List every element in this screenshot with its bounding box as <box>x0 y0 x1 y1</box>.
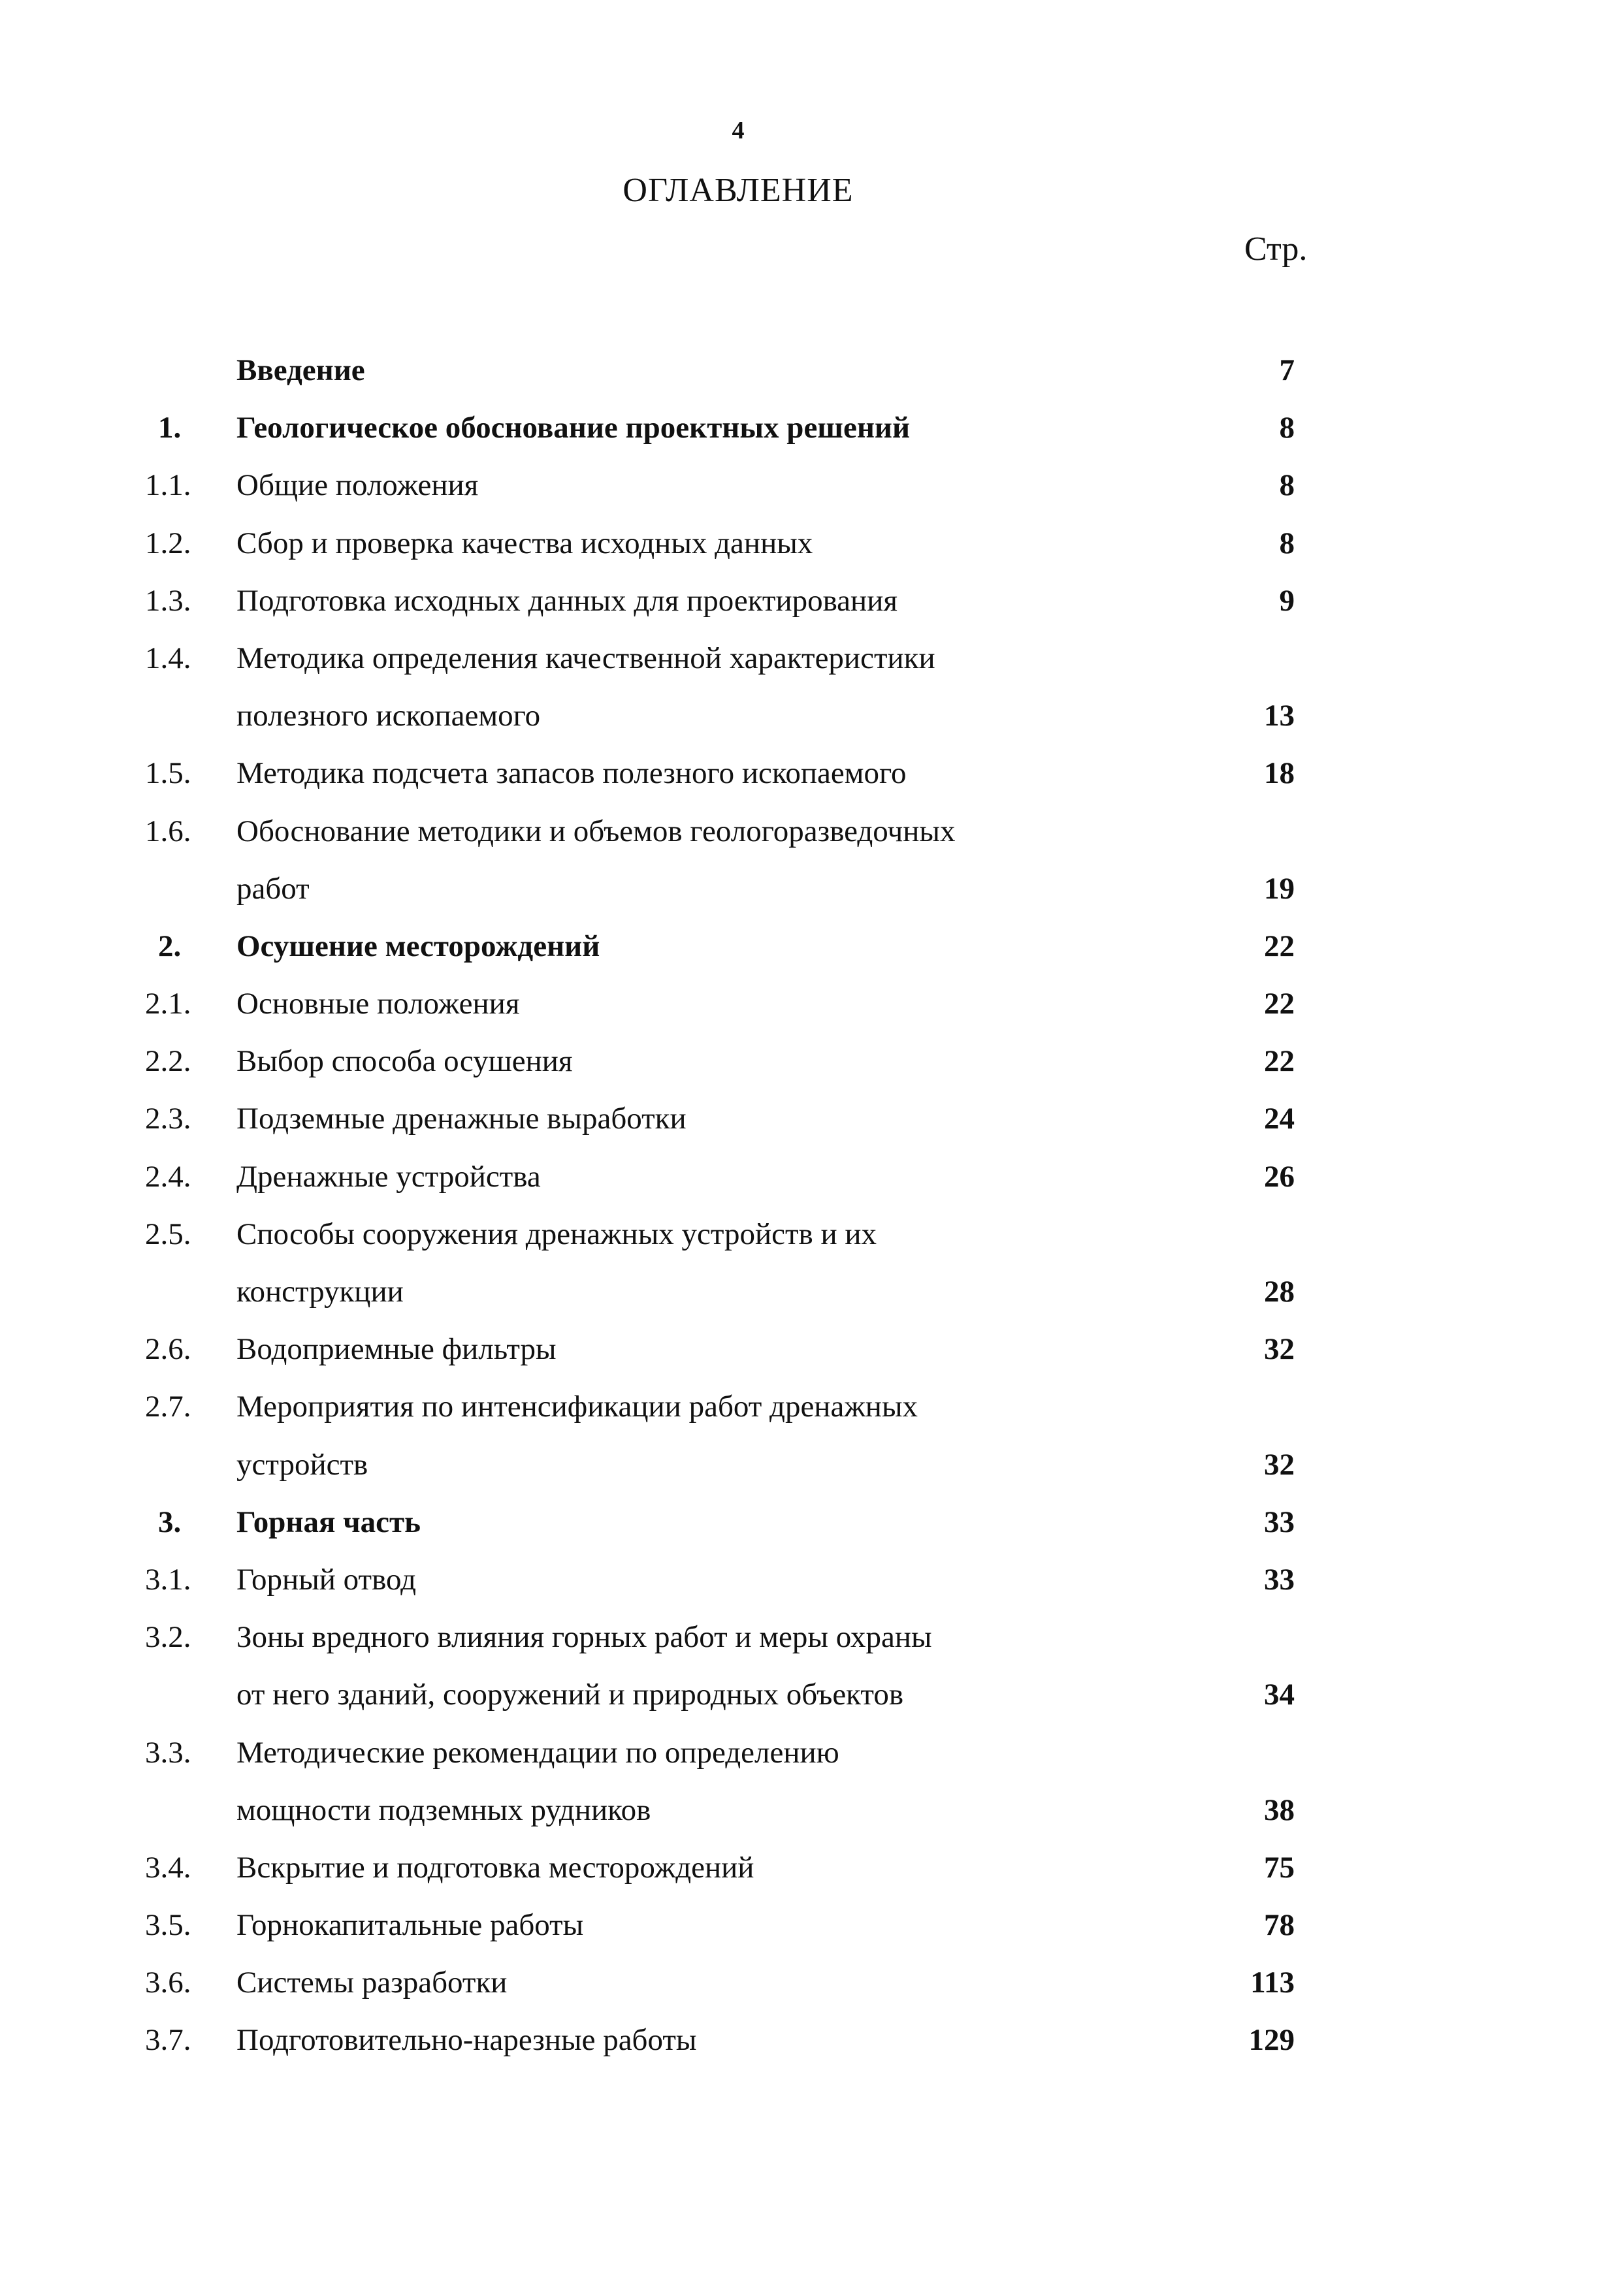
toc-entry-number: 2.7. <box>145 1390 191 1424</box>
toc-entry-title: Подземные дренажные выработки <box>236 1102 687 1136</box>
toc-entry-page: 38 <box>1264 1793 1295 1827</box>
toc-entry <box>0 1729 1601 1786</box>
toc-entry-number: 3.4. <box>145 1850 191 1885</box>
toc-entry <box>0 1670 1601 1728</box>
toc-entry <box>0 865 1601 922</box>
toc-entry-number: 2.1. <box>145 987 191 1021</box>
toc-entry <box>0 922 1601 980</box>
toc-entry-number: 2.5. <box>145 1217 191 1251</box>
toc-entry-title: Водоприемные фильтры <box>236 1332 557 1367</box>
toc-entry-title: работ <box>236 871 310 906</box>
toc-entry-page: 24 <box>1264 1102 1295 1136</box>
toc-entry-title: Введение <box>236 353 365 387</box>
toc-entry <box>0 1210 1601 1268</box>
toc-entry-title: Горный отвод <box>236 1562 417 1597</box>
toc-entry <box>0 346 1601 404</box>
toc-entry <box>0 577 1601 634</box>
toc-entry-number: 3.6. <box>145 1966 191 2000</box>
toc-entry-title: Подготовка исходных данных для проектирования <box>236 583 898 618</box>
toc-entry-page: 19 <box>1264 871 1295 906</box>
toc-title: ОГЛАВЛЕНИЕ <box>623 172 854 209</box>
toc-entry-title: устройств <box>236 1447 368 1482</box>
toc-entry-number: 1.1. <box>145 468 191 503</box>
toc-entry-page: 32 <box>1264 1332 1295 1367</box>
toc-entry <box>0 1498 1601 1555</box>
toc-entry-title: от него зданий, сооружений и природных объектов <box>236 1678 904 1712</box>
toc-entry-page: 8 <box>1279 468 1295 503</box>
toc-entry <box>0 404 1601 461</box>
toc-entry <box>0 461 1601 518</box>
toc-entry-number: 1.6. <box>145 814 191 848</box>
toc-entry-page: 129 <box>1248 2023 1295 2058</box>
toc-entry-title: Методика определения качественной характеристики <box>236 641 935 675</box>
toc-entry-page: 22 <box>1264 1044 1295 1079</box>
toc-entry <box>0 1037 1601 1094</box>
toc-entry-title: Зоны вредного влияния горных работ и меры охраны <box>236 1620 932 1655</box>
toc-entry <box>0 1441 1601 1498</box>
toc-entry-title: Сбор и проверка качества исходных данных <box>236 526 813 560</box>
toc-entry-page: 7 <box>1279 353 1295 387</box>
toc-entry-title: Горная часть <box>236 1505 421 1539</box>
toc-entry <box>0 519 1601 577</box>
toc-entry-title: Выбор способа осушения <box>236 1044 573 1079</box>
toc-entry-number: 2.3. <box>145 1102 191 1136</box>
toc-entry-number: 3.7. <box>145 2023 191 2058</box>
toc-entry-number: 3.1. <box>145 1562 191 1597</box>
toc-entry-page: 75 <box>1264 1850 1295 1885</box>
toc-entry-page: 33 <box>1264 1562 1295 1597</box>
toc-entry-page: 13 <box>1264 699 1295 733</box>
toc-entry-title: Основные положения <box>236 987 520 1021</box>
toc-entry-number: 1.4. <box>145 641 191 675</box>
page-number: 4 <box>732 117 745 144</box>
toc-entry <box>0 1382 1601 1440</box>
toc-entry-page: 78 <box>1264 1908 1295 1943</box>
toc-entry-title: мощности подземных рудников <box>236 1793 651 1827</box>
toc-entry-page: 8 <box>1279 526 1295 560</box>
toc-entry <box>0 807 1601 865</box>
toc-entry <box>0 1613 1601 1670</box>
toc-entry <box>0 1153 1601 1210</box>
toc-entry <box>0 980 1601 1037</box>
toc-entry-page: 22 <box>1264 987 1295 1021</box>
toc-entry-number: 3. <box>158 1505 182 1539</box>
toc-entry-number: 1.2. <box>145 526 191 560</box>
toc-entry <box>0 634 1601 692</box>
toc-entry <box>0 1325 1601 1382</box>
toc-entry-number: 1. <box>158 411 182 445</box>
toc-entry-number: 3.3. <box>145 1735 191 1770</box>
toc-entry-title: Методические рекомендации по определению <box>236 1735 839 1770</box>
toc-entry-number: 2. <box>158 929 182 963</box>
toc-entry-title: Общие положения <box>236 468 479 503</box>
toc-entry-number: 3.2. <box>145 1620 191 1655</box>
toc-entry <box>0 1786 1601 1843</box>
toc-entry-title: Системы разработки <box>236 1966 508 2000</box>
toc-entry-page: 33 <box>1264 1505 1295 1539</box>
toc-entry-number: 2.2. <box>145 1044 191 1079</box>
toc-entry-page: 18 <box>1264 756 1295 791</box>
toc-entry-title: Методика подсчета запасов полезного ископаемого <box>236 756 907 791</box>
toc-entry-title: Дренажные устройства <box>236 1159 541 1194</box>
toc-entry <box>0 2016 1601 2073</box>
toc-entry-page: 26 <box>1264 1159 1295 1194</box>
toc-entry-page: 22 <box>1264 929 1295 963</box>
toc-entry-page: 113 <box>1250 1966 1295 2000</box>
toc-entry-number: 1.3. <box>145 583 191 618</box>
toc-entry-number: 2.6. <box>145 1332 191 1367</box>
toc-entry-title: Осушение месторождений <box>236 929 600 963</box>
toc-entry-page: 28 <box>1264 1275 1295 1309</box>
toc-entry <box>0 1555 1601 1613</box>
toc-entry <box>0 1268 1601 1325</box>
page-column-header: Стр. <box>1244 231 1308 268</box>
toc-entry <box>0 1094 1601 1152</box>
table-of-contents <box>0 346 1601 2074</box>
toc-entry-title: Способы сооружения дренажных устройств и их <box>236 1217 877 1251</box>
toc-entry-page: 8 <box>1279 411 1295 445</box>
toc-entry <box>0 1901 1601 1958</box>
toc-entry-page: 32 <box>1264 1447 1295 1482</box>
toc-entry-title: Горнокапитальные работы <box>236 1908 584 1943</box>
toc-entry-page: 34 <box>1264 1678 1295 1712</box>
toc-entry-page: 9 <box>1279 583 1295 618</box>
toc-entry-number: 2.4. <box>145 1159 191 1194</box>
toc-entry <box>0 692 1601 749</box>
toc-entry-title: Геологическое обоснование проектных решений <box>236 411 911 445</box>
toc-entry-title: конструкции <box>236 1275 404 1309</box>
toc-entry-number: 3.5. <box>145 1908 191 1943</box>
toc-entry <box>0 1843 1601 1901</box>
toc-entry <box>0 749 1601 806</box>
toc-entry-title: Подготовительно-нарезные работы <box>236 2023 697 2058</box>
toc-entry-title: Вскрытие и подготовка месторождений <box>236 1850 754 1885</box>
toc-entry-number: 1.5. <box>145 756 191 791</box>
toc-entry-title: полезного ископаемого <box>236 699 541 733</box>
toc-entry-title: Обоснование методики и объемов геологоразведочных <box>236 814 956 848</box>
toc-entry-title: Мероприятия по интенсификации работ дренажных <box>236 1390 918 1424</box>
toc-entry <box>0 1958 1601 2016</box>
